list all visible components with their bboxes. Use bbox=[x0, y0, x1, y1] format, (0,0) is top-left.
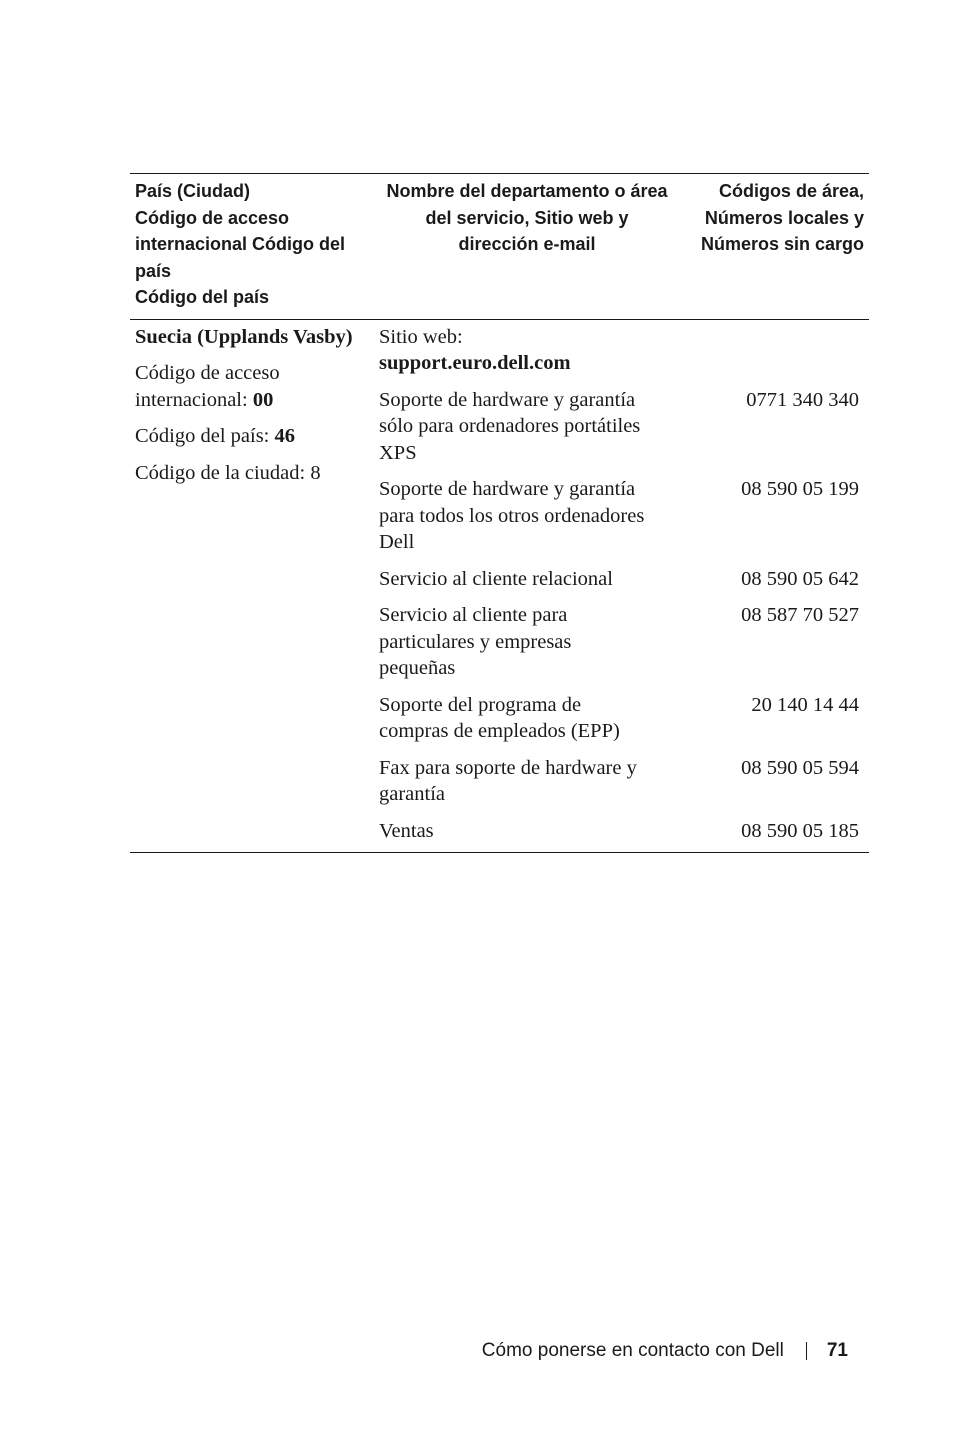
header-line: Código de acceso bbox=[135, 207, 290, 228]
description-line: Fax para soporte de hardware y bbox=[379, 756, 637, 779]
access-code-label-2: internacional: bbox=[135, 388, 253, 411]
table-row bbox=[374, 476, 869, 556]
header-line: del servicio, Sitio web y bbox=[425, 207, 629, 228]
description-line: Soporte del programa de bbox=[379, 693, 582, 716]
access-code bbox=[135, 360, 374, 413]
country-code bbox=[135, 423, 374, 450]
service-description bbox=[374, 818, 674, 845]
phone-number: 08 590 05 185 bbox=[741, 819, 859, 842]
access-code-label: Código de acceso bbox=[135, 362, 280, 384]
header-numbers bbox=[677, 178, 864, 311]
service-description bbox=[374, 566, 674, 593]
page-footer bbox=[482, 1338, 848, 1364]
contact-table bbox=[130, 173, 869, 853]
header-country bbox=[130, 178, 377, 311]
description-line: Servicio al cliente para bbox=[379, 604, 568, 626]
country-name: Suecia (Upplands Vasby) bbox=[135, 325, 353, 348]
phone-number: 0771 340 340 bbox=[746, 388, 859, 411]
phone-number: 08 590 05 642 bbox=[741, 567, 859, 590]
table-row bbox=[374, 324, 869, 377]
service-description bbox=[374, 692, 674, 745]
header-line: país bbox=[135, 260, 172, 281]
service-rows bbox=[374, 324, 869, 845]
description-line: XPS bbox=[379, 441, 417, 464]
phone-number: 08 590 05 594 bbox=[741, 756, 859, 779]
phone-number bbox=[674, 324, 859, 377]
phone-number: 08 587 70 527 bbox=[741, 604, 859, 626]
access-code-value: 00 bbox=[252, 388, 274, 411]
description-line: garantía bbox=[379, 783, 446, 805]
description-line: Soporte de hardware y garantía bbox=[379, 478, 636, 500]
header-line: País (Ciudad) bbox=[135, 181, 251, 201]
service-description bbox=[374, 755, 674, 808]
table-row bbox=[374, 692, 869, 745]
description-line: Soporte de hardware y garantía bbox=[379, 388, 636, 411]
footer-divider bbox=[806, 1342, 807, 1360]
table-row bbox=[374, 566, 869, 593]
country-info bbox=[130, 324, 374, 845]
header-line: Nombre del departamento o área bbox=[386, 181, 668, 201]
description-line: Dell bbox=[379, 531, 415, 553]
city-code bbox=[135, 460, 374, 487]
city-code-value: 8 bbox=[310, 461, 321, 484]
header-line: internacional Código del bbox=[135, 234, 346, 254]
service-description bbox=[374, 324, 674, 377]
description-line: particulares y empresas bbox=[379, 630, 572, 653]
description-line: sólo para ordenadores portátiles bbox=[379, 415, 641, 437]
header-line: Código del país bbox=[135, 287, 270, 307]
table-row bbox=[374, 387, 869, 467]
phone-number: 08 590 05 199 bbox=[741, 478, 859, 500]
description-line: Ventas bbox=[379, 819, 434, 842]
description-line: para todos los otros ordenadores bbox=[379, 504, 645, 527]
header-line: Números sin cargo bbox=[700, 234, 864, 254]
header-line: dirección e-mail bbox=[458, 234, 596, 254]
phone-number: 20 140 14 44 bbox=[751, 693, 859, 716]
service-description bbox=[374, 476, 674, 556]
page-number: 71 bbox=[826, 1340, 848, 1361]
header-department bbox=[377, 178, 677, 311]
country-code-label: Código del país: bbox=[135, 425, 275, 447]
table-row bbox=[374, 755, 869, 808]
country-code-value: 46 bbox=[274, 425, 296, 447]
description-line: compras de empleados (EPP) bbox=[379, 720, 620, 742]
website-link[interactable]: support.euro.dell.com bbox=[379, 352, 571, 374]
table-header bbox=[130, 174, 869, 320]
header-line: Códigos de área, bbox=[718, 181, 864, 201]
service-description bbox=[374, 387, 674, 467]
city-code-label: Código de la ciudad: bbox=[135, 461, 311, 484]
footer-section-title: Cómo ponerse en contacto con Dell bbox=[481, 1340, 784, 1361]
description-line: pequeñas bbox=[379, 657, 456, 679]
description-line: Sitio web: bbox=[379, 325, 463, 348]
table-row bbox=[374, 602, 869, 682]
table-body bbox=[130, 320, 869, 853]
description-line: Servicio al cliente relacional bbox=[379, 567, 613, 590]
service-description bbox=[374, 602, 674, 682]
header-line: Números locales y bbox=[704, 207, 864, 228]
table-row bbox=[374, 818, 869, 845]
